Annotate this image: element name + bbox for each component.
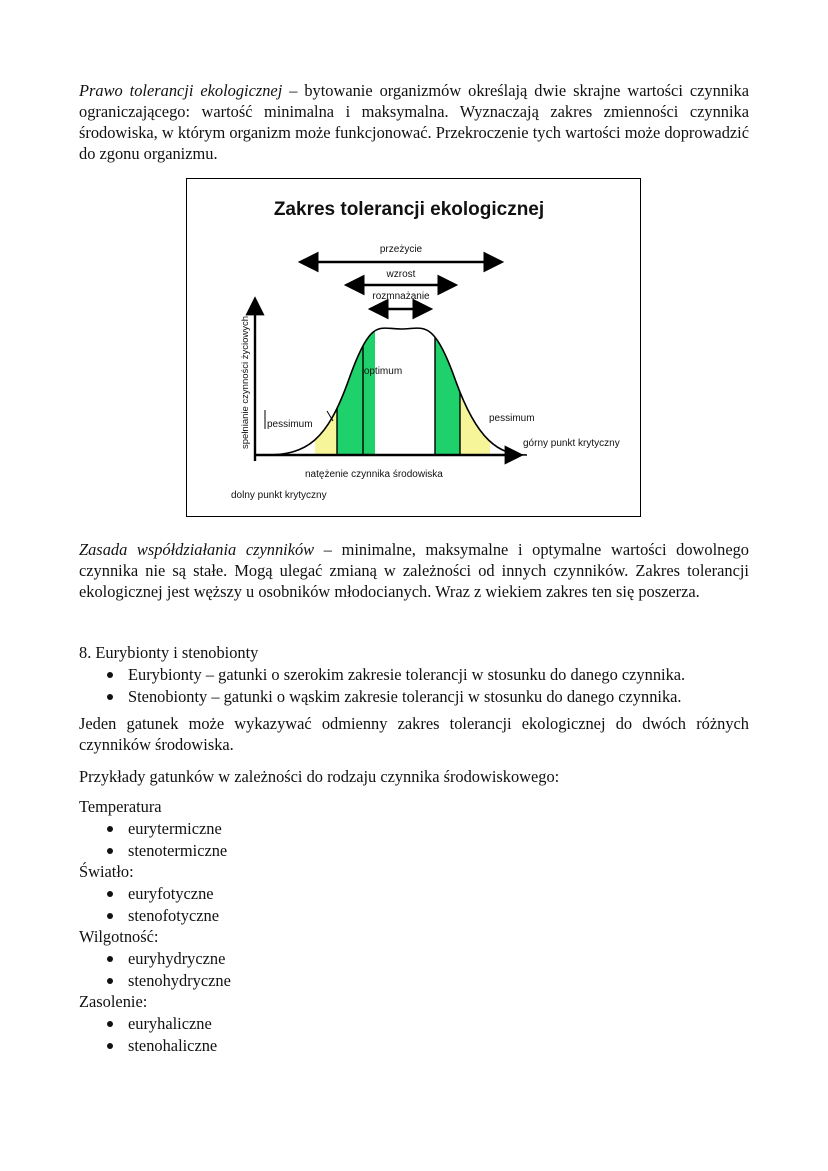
intro-paragraph	[79, 80, 749, 164]
intro-term: Prawo tolerancji ekologicznej	[79, 81, 283, 100]
reproduction-label: rozmnażanie	[372, 291, 430, 302]
growth-zone-right	[435, 319, 460, 459]
pessimum-left-label: pessimum	[267, 419, 313, 430]
list-item: stenotermiczne	[128, 841, 228, 860]
examples-intro: Przykłady gatunków w zależności do rodzaju czynnika środowiskowego:	[79, 767, 560, 786]
tolerance-curve	[265, 328, 527, 455]
bullet-dot	[107, 891, 113, 897]
list-item: Stenobionty – gatunki o wąskim zakresie tolerancji w stosunku do danego czynnika.	[128, 687, 682, 706]
interaction-text: – minimalne, maksymalne i optymalne wartości dowolnego czynnika nie są stałe. Mogą ulegać zmianą w zależności od innych czynników. Zakres tolerancji ekologicznej jest węższy u osobników młodocianych. Wraz z wiekiem zakres ten się poszerza.	[79, 540, 749, 601]
bullet-dot	[107, 826, 113, 832]
list-item: stenofotyczne	[128, 906, 220, 925]
bullet-dot	[107, 694, 113, 700]
bullet-dot	[107, 956, 113, 962]
upper-critical-label: górny punkt krytyczny	[523, 438, 620, 449]
bullet-dot	[107, 1043, 113, 1049]
lower-critical-label: dolny punkt krytyczny	[231, 490, 327, 501]
section-heading: 8. Eurybionty i stenobionty	[79, 643, 259, 662]
intro-text: – bytowanie organizmów określają dwie skrajne wartości czynnika ograniczającego: wartość minimalna i maksymalna. Wyznaczają zakres zmienności czynnika środowiska, w którym organizm może funkcjonować. Przekroczenie tych wartości może doprowadzić do zgonu organizmu.	[79, 81, 749, 163]
tolerance-chart	[187, 179, 640, 516]
bullet-dot	[107, 848, 113, 854]
note-paragraph: Jeden gatunek może wykazywać odmienny zakres tolerancji ekologicznej do dwóch różnych czynników środowiska.	[79, 714, 749, 754]
bullet-dot	[107, 672, 113, 678]
factor-heading: Światło:	[79, 862, 134, 881]
bullet-dot	[107, 913, 113, 919]
bullet-dot	[107, 978, 113, 984]
survival-label: przeżycie	[379, 244, 423, 255]
list-item: eurytermiczne	[128, 819, 222, 838]
interaction-paragraph	[79, 539, 749, 602]
interaction-term: Zasada współdziałania czynników	[79, 540, 315, 559]
factor-heading: Temperatura	[79, 797, 162, 816]
factor-heading: Wilgotność:	[79, 927, 159, 946]
growth-zone-left	[363, 319, 375, 459]
x-axis-label: natężenie czynnika środowiska	[305, 469, 443, 480]
list-item: euryhydryczne	[128, 949, 226, 968]
list-item: stenohaliczne	[128, 1036, 218, 1055]
factor-heading: Zasolenie:	[79, 992, 148, 1011]
figure-title: Zakres tolerancji ekologicznej	[273, 199, 545, 220]
list-item: stenohydryczne	[128, 971, 231, 990]
optimum-label: optimum	[363, 366, 403, 377]
growth-label: wzrost	[386, 269, 416, 280]
y-axis-label: spełnianie czynności życiowych	[240, 315, 251, 449]
list-item: euryfotyczne	[128, 884, 214, 903]
tolerance-figure	[186, 178, 641, 517]
bullet-dot	[107, 1021, 113, 1027]
list-item: Eurybionty – gatunki o szerokim zakresie tolerancji w stosunku do danego czynnika.	[128, 665, 686, 684]
pessimum-right-label: pessimum	[489, 413, 535, 424]
list-item: euryhaliczne	[128, 1014, 212, 1033]
